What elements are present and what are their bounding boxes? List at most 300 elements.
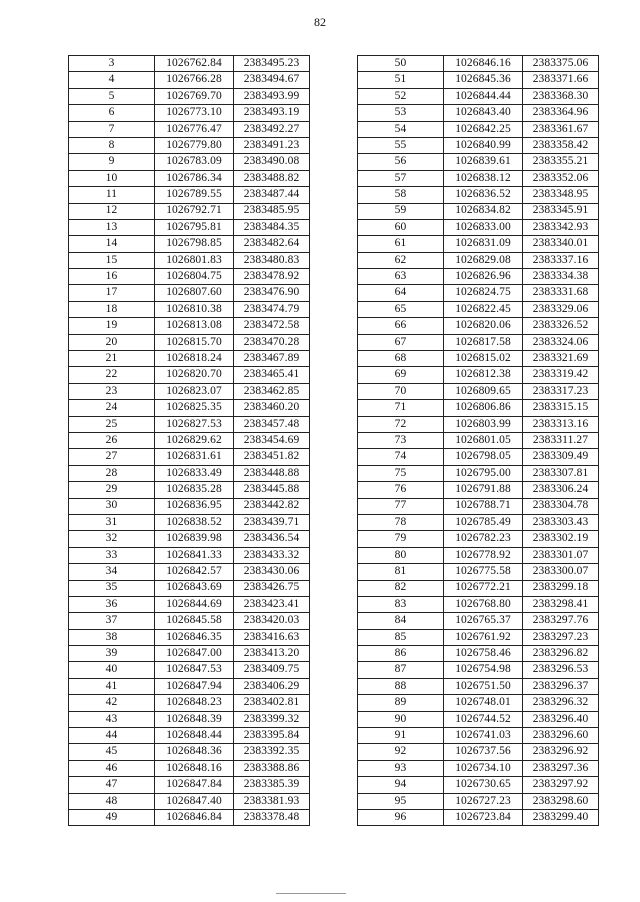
x-coordinate-cell: 1026829.62: [155, 432, 234, 448]
y-coordinate-cell: 2383364.96: [523, 105, 599, 121]
y-coordinate-cell: 2383297.36: [523, 760, 599, 776]
x-coordinate-cell: 1026815.70: [155, 334, 234, 350]
table-row: [358, 678, 599, 694]
table-row: [358, 482, 599, 498]
table-row: [69, 416, 310, 432]
x-coordinate-cell: 1026842.57: [155, 564, 234, 580]
point-number-cell: 58: [358, 187, 444, 203]
coordinates-table-left-body: [69, 56, 310, 826]
x-coordinate-cell: 1026839.61: [444, 154, 523, 170]
x-coordinate-cell: 1026734.10: [444, 760, 523, 776]
table-row: [69, 809, 310, 825]
table-row: [358, 547, 599, 563]
table-row: [358, 137, 599, 153]
table-row: [69, 121, 310, 137]
y-coordinate-cell: 2383311.27: [523, 432, 599, 448]
table-row: [69, 367, 310, 383]
x-coordinate-cell: 1026846.16: [444, 56, 523, 72]
x-coordinate-cell: 1026788.71: [444, 498, 523, 514]
x-coordinate-cell: 1026792.71: [155, 203, 234, 219]
x-coordinate-cell: 1026831.61: [155, 449, 234, 465]
y-coordinate-cell: 2383375.06: [523, 56, 599, 72]
x-coordinate-cell: 1026843.40: [444, 105, 523, 121]
point-number-cell: 71: [358, 400, 444, 416]
y-coordinate-cell: 2383381.93: [234, 793, 310, 809]
table-row: [69, 531, 310, 547]
point-number-cell: 18: [69, 301, 155, 317]
point-number-cell: 35: [69, 580, 155, 596]
point-number-cell: 3: [69, 56, 155, 72]
point-number-cell: 47: [69, 777, 155, 793]
table-row: [69, 351, 310, 367]
y-coordinate-cell: 2383454.69: [234, 432, 310, 448]
x-coordinate-cell: 1026804.75: [155, 269, 234, 285]
y-coordinate-cell: 2383345.91: [523, 203, 599, 219]
y-coordinate-cell: 2383420.03: [234, 613, 310, 629]
point-number-cell: 57: [358, 170, 444, 186]
table-row: [358, 301, 599, 317]
y-coordinate-cell: 2383337.16: [523, 252, 599, 268]
table-row: [69, 105, 310, 121]
x-coordinate-cell: 1026847.94: [155, 678, 234, 694]
x-coordinate-cell: 1026727.23: [444, 793, 523, 809]
table-row: [358, 662, 599, 678]
point-number-cell: 94: [358, 777, 444, 793]
point-number-cell: 79: [358, 531, 444, 547]
table-row: [358, 88, 599, 104]
y-coordinate-cell: 2383352.06: [523, 170, 599, 186]
table-row: [358, 351, 599, 367]
y-coordinate-cell: 2383470.28: [234, 334, 310, 350]
point-number-cell: 50: [358, 56, 444, 72]
y-coordinate-cell: 2383385.39: [234, 777, 310, 793]
table-row: [358, 695, 599, 711]
table-row: [358, 728, 599, 744]
y-coordinate-cell: 2383406.29: [234, 678, 310, 694]
point-number-cell: 55: [358, 137, 444, 153]
table-row: [358, 367, 599, 383]
y-coordinate-cell: 2383433.32: [234, 547, 310, 563]
point-number-cell: 39: [69, 646, 155, 662]
table-row: [69, 514, 310, 530]
x-coordinate-cell: 1026848.16: [155, 760, 234, 776]
point-number-cell: 72: [358, 416, 444, 432]
x-coordinate-cell: 1026795.81: [155, 219, 234, 235]
point-number-cell: 37: [69, 613, 155, 629]
x-coordinate-cell: 1026778.92: [444, 547, 523, 563]
y-coordinate-cell: 2383480.83: [234, 252, 310, 268]
y-coordinate-cell: 2383388.86: [234, 760, 310, 776]
x-coordinate-cell: 1026783.09: [155, 154, 234, 170]
table-row: [69, 662, 310, 678]
y-coordinate-cell: 2383315.15: [523, 400, 599, 416]
y-coordinate-cell: 2383324.06: [523, 334, 599, 350]
y-coordinate-cell: 2383442.82: [234, 498, 310, 514]
table-row: [358, 646, 599, 662]
y-coordinate-cell: 2383296.53: [523, 662, 599, 678]
x-coordinate-cell: 1026840.99: [444, 137, 523, 153]
x-coordinate-cell: 1026744.52: [444, 711, 523, 727]
x-coordinate-cell: 1026833.00: [444, 219, 523, 235]
table-row: [358, 531, 599, 547]
point-number-cell: 68: [358, 351, 444, 367]
point-number-cell: 93: [358, 760, 444, 776]
x-coordinate-cell: 1026798.05: [444, 449, 523, 465]
table-row: [358, 334, 599, 350]
point-number-cell: 27: [69, 449, 155, 465]
y-coordinate-cell: 2383493.99: [234, 88, 310, 104]
y-coordinate-cell: 2383301.07: [523, 547, 599, 563]
table-row: [69, 646, 310, 662]
x-coordinate-cell: 1026815.02: [444, 351, 523, 367]
table-row: [69, 711, 310, 727]
point-number-cell: 23: [69, 383, 155, 399]
point-number-cell: 33: [69, 547, 155, 563]
point-number-cell: 11: [69, 187, 155, 203]
point-number-cell: 22: [69, 367, 155, 383]
table-row: [358, 760, 599, 776]
y-coordinate-cell: 2383399.32: [234, 711, 310, 727]
table-row: [358, 629, 599, 645]
table-row: [69, 465, 310, 481]
table-row: [69, 580, 310, 596]
x-coordinate-cell: 1026817.58: [444, 334, 523, 350]
x-coordinate-cell: 1026848.39: [155, 711, 234, 727]
point-number-cell: 96: [358, 809, 444, 825]
point-number-cell: 86: [358, 646, 444, 662]
y-coordinate-cell: 2383474.79: [234, 301, 310, 317]
y-coordinate-cell: 2383296.82: [523, 646, 599, 662]
x-coordinate-cell: 1026846.84: [155, 809, 234, 825]
table-row: [358, 809, 599, 825]
x-coordinate-cell: 1026841.33: [155, 547, 234, 563]
point-number-cell: 67: [358, 334, 444, 350]
y-coordinate-cell: 2383426.75: [234, 580, 310, 596]
x-coordinate-cell: 1026795.00: [444, 465, 523, 481]
y-coordinate-cell: 2383300.07: [523, 564, 599, 580]
y-coordinate-cell: 2383378.48: [234, 809, 310, 825]
table-row: [69, 695, 310, 711]
point-number-cell: 90: [358, 711, 444, 727]
point-number-cell: 76: [358, 482, 444, 498]
table-row: [358, 613, 599, 629]
x-coordinate-cell: 1026776.47: [155, 121, 234, 137]
point-number-cell: 70: [358, 383, 444, 399]
table-row: [358, 744, 599, 760]
point-number-cell: 61: [358, 236, 444, 252]
table-row: [69, 793, 310, 809]
point-number-cell: 53: [358, 105, 444, 121]
y-coordinate-cell: 2383329.06: [523, 301, 599, 317]
table-row: [358, 416, 599, 432]
point-number-cell: 4: [69, 72, 155, 88]
table-row: [358, 269, 599, 285]
table-row: [358, 564, 599, 580]
point-number-cell: 30: [69, 498, 155, 514]
point-number-cell: 85: [358, 629, 444, 645]
x-coordinate-cell: 1026835.28: [155, 482, 234, 498]
y-coordinate-cell: 2383296.40: [523, 711, 599, 727]
y-coordinate-cell: 2383331.68: [523, 285, 599, 301]
x-coordinate-cell: 1026842.25: [444, 121, 523, 137]
table-row: [358, 580, 599, 596]
point-number-cell: 52: [358, 88, 444, 104]
x-coordinate-cell: 1026754.98: [444, 662, 523, 678]
point-number-cell: 42: [69, 695, 155, 711]
x-coordinate-cell: 1026772.21: [444, 580, 523, 596]
table-row: [69, 728, 310, 744]
point-number-cell: 41: [69, 678, 155, 694]
x-coordinate-cell: 1026847.53: [155, 662, 234, 678]
x-coordinate-cell: 1026751.50: [444, 678, 523, 694]
y-coordinate-cell: 2383392.35: [234, 744, 310, 760]
table-row: [358, 236, 599, 252]
x-coordinate-cell: 1026848.23: [155, 695, 234, 711]
y-coordinate-cell: 2383485.95: [234, 203, 310, 219]
table-row: [69, 154, 310, 170]
y-coordinate-cell: 2383462.85: [234, 383, 310, 399]
y-coordinate-cell: 2383445.88: [234, 482, 310, 498]
point-number-cell: 80: [358, 547, 444, 563]
table-row: [69, 596, 310, 612]
x-coordinate-cell: 1026730.65: [444, 777, 523, 793]
y-coordinate-cell: 2383402.81: [234, 695, 310, 711]
x-coordinate-cell: 1026779.80: [155, 137, 234, 153]
y-coordinate-cell: 2383321.69: [523, 351, 599, 367]
point-number-cell: 83: [358, 596, 444, 612]
y-coordinate-cell: 2383299.40: [523, 809, 599, 825]
y-coordinate-cell: 2383296.60: [523, 728, 599, 744]
x-coordinate-cell: 1026820.70: [155, 367, 234, 383]
table-row: [358, 383, 599, 399]
point-number-cell: 5: [69, 88, 155, 104]
x-coordinate-cell: 1026801.83: [155, 252, 234, 268]
point-number-cell: 51: [358, 72, 444, 88]
y-coordinate-cell: 2383303.43: [523, 514, 599, 530]
point-number-cell: 38: [69, 629, 155, 645]
table-row: [69, 56, 310, 72]
x-coordinate-cell: 1026765.37: [444, 613, 523, 629]
table-row: [69, 236, 310, 252]
y-coordinate-cell: 2383491.23: [234, 137, 310, 153]
x-coordinate-cell: 1026824.75: [444, 285, 523, 301]
x-coordinate-cell: 1026831.09: [444, 236, 523, 252]
point-number-cell: 24: [69, 400, 155, 416]
table-row: [69, 219, 310, 235]
y-coordinate-cell: 2383317.23: [523, 383, 599, 399]
y-coordinate-cell: 2383495.23: [234, 56, 310, 72]
page-number: 82: [314, 15, 326, 29]
table-row: [69, 137, 310, 153]
point-number-cell: 9: [69, 154, 155, 170]
point-number-cell: 73: [358, 432, 444, 448]
x-coordinate-cell: 1026810.38: [155, 301, 234, 317]
x-coordinate-cell: 1026741.03: [444, 728, 523, 744]
table-row: [358, 465, 599, 481]
point-number-cell: 13: [69, 219, 155, 235]
x-coordinate-cell: 1026723.84: [444, 809, 523, 825]
x-coordinate-cell: 1026844.44: [444, 88, 523, 104]
table-row: [69, 88, 310, 104]
x-coordinate-cell: 1026847.40: [155, 793, 234, 809]
y-coordinate-cell: 2383368.30: [523, 88, 599, 104]
y-coordinate-cell: 2383296.37: [523, 678, 599, 694]
point-number-cell: 56: [358, 154, 444, 170]
x-coordinate-cell: 1026848.36: [155, 744, 234, 760]
point-number-cell: 89: [358, 695, 444, 711]
table-row: [69, 613, 310, 629]
x-coordinate-cell: 1026798.85: [155, 236, 234, 252]
table-row: [358, 56, 599, 72]
x-coordinate-cell: 1026845.58: [155, 613, 234, 629]
table-row: [69, 744, 310, 760]
point-number-cell: 77: [358, 498, 444, 514]
y-coordinate-cell: 2383493.19: [234, 105, 310, 121]
table-row: [69, 203, 310, 219]
point-number-cell: 19: [69, 318, 155, 334]
x-coordinate-cell: 1026839.98: [155, 531, 234, 547]
point-number-cell: 25: [69, 416, 155, 432]
x-coordinate-cell: 1026818.24: [155, 351, 234, 367]
table-row: [358, 219, 599, 235]
point-number-cell: 45: [69, 744, 155, 760]
table-row: [358, 432, 599, 448]
table-row: [358, 711, 599, 727]
y-coordinate-cell: 2383302.19: [523, 531, 599, 547]
y-coordinate-cell: 2383488.82: [234, 170, 310, 186]
y-coordinate-cell: 2383309.49: [523, 449, 599, 465]
point-number-cell: 54: [358, 121, 444, 137]
x-coordinate-cell: 1026820.06: [444, 318, 523, 334]
table-row: [358, 498, 599, 514]
x-coordinate-cell: 1026826.96: [444, 269, 523, 285]
y-coordinate-cell: 2383355.21: [523, 154, 599, 170]
x-coordinate-cell: 1026737.56: [444, 744, 523, 760]
point-number-cell: 60: [358, 219, 444, 235]
x-coordinate-cell: 1026809.65: [444, 383, 523, 399]
table-row: [69, 285, 310, 301]
point-number-cell: 20: [69, 334, 155, 350]
x-coordinate-cell: 1026762.84: [155, 56, 234, 72]
y-coordinate-cell: 2383371.66: [523, 72, 599, 88]
table-row: [358, 285, 599, 301]
x-coordinate-cell: 1026836.95: [155, 498, 234, 514]
y-coordinate-cell: 2383448.88: [234, 465, 310, 481]
point-number-cell: 75: [358, 465, 444, 481]
y-coordinate-cell: 2383472.58: [234, 318, 310, 334]
table-row: [69, 449, 310, 465]
table-row: [69, 269, 310, 285]
x-coordinate-cell: 1026836.52: [444, 187, 523, 203]
table-row: [69, 318, 310, 334]
y-coordinate-cell: 2383297.76: [523, 613, 599, 629]
x-coordinate-cell: 1026789.55: [155, 187, 234, 203]
y-coordinate-cell: 2383482.64: [234, 236, 310, 252]
y-coordinate-cell: 2383319.42: [523, 367, 599, 383]
point-number-cell: 62: [358, 252, 444, 268]
x-coordinate-cell: 1026847.00: [155, 646, 234, 662]
table-row: [358, 72, 599, 88]
y-coordinate-cell: 2383361.67: [523, 121, 599, 137]
y-coordinate-cell: 2383457.48: [234, 416, 310, 432]
point-number-cell: 88: [358, 678, 444, 694]
table-row: [69, 72, 310, 88]
point-number-cell: 43: [69, 711, 155, 727]
table-row: [69, 777, 310, 793]
y-coordinate-cell: 2383296.92: [523, 744, 599, 760]
y-coordinate-cell: 2383478.92: [234, 269, 310, 285]
y-coordinate-cell: 2383436.54: [234, 531, 310, 547]
table-row: [358, 793, 599, 809]
point-number-cell: 81: [358, 564, 444, 580]
y-coordinate-cell: 2383423.41: [234, 596, 310, 612]
y-coordinate-cell: 2383307.81: [523, 465, 599, 481]
x-coordinate-cell: 1026843.69: [155, 580, 234, 596]
x-coordinate-cell: 1026801.05: [444, 432, 523, 448]
x-coordinate-cell: 1026748.01: [444, 695, 523, 711]
x-coordinate-cell: 1026834.82: [444, 203, 523, 219]
point-number-cell: 10: [69, 170, 155, 186]
table-row: [69, 564, 310, 580]
y-coordinate-cell: 2383487.44: [234, 187, 310, 203]
point-number-cell: 31: [69, 514, 155, 530]
x-coordinate-cell: 1026848.44: [155, 728, 234, 744]
point-number-cell: 8: [69, 137, 155, 153]
point-number-cell: 40: [69, 662, 155, 678]
x-coordinate-cell: 1026806.86: [444, 400, 523, 416]
y-coordinate-cell: 2383296.32: [523, 695, 599, 711]
table-row: [69, 432, 310, 448]
y-coordinate-cell: 2383409.75: [234, 662, 310, 678]
table-row: [69, 547, 310, 563]
table-row: [358, 318, 599, 334]
y-coordinate-cell: 2383476.90: [234, 285, 310, 301]
x-coordinate-cell: 1026769.70: [155, 88, 234, 104]
point-number-cell: 78: [358, 514, 444, 530]
point-number-cell: 95: [358, 793, 444, 809]
table-row: [358, 154, 599, 170]
x-coordinate-cell: 1026823.07: [155, 383, 234, 399]
x-coordinate-cell: 1026847.84: [155, 777, 234, 793]
y-coordinate-cell: 2383334.38: [523, 269, 599, 285]
point-number-cell: 66: [358, 318, 444, 334]
y-coordinate-cell: 2383484.35: [234, 219, 310, 235]
point-number-cell: 7: [69, 121, 155, 137]
point-number-cell: 26: [69, 432, 155, 448]
table-row: [69, 498, 310, 514]
x-coordinate-cell: 1026785.49: [444, 514, 523, 530]
point-number-cell: 69: [358, 367, 444, 383]
table-row: [358, 203, 599, 219]
x-coordinate-cell: 1026761.92: [444, 629, 523, 645]
point-number-cell: 44: [69, 728, 155, 744]
x-coordinate-cell: 1026766.28: [155, 72, 234, 88]
table-row: [69, 334, 310, 350]
table-row: [69, 629, 310, 645]
point-number-cell: 63: [358, 269, 444, 285]
point-number-cell: 64: [358, 285, 444, 301]
table-row: [69, 383, 310, 399]
point-number-cell: 12: [69, 203, 155, 219]
y-coordinate-cell: 2383451.82: [234, 449, 310, 465]
table-row: [358, 777, 599, 793]
table-row: [358, 187, 599, 203]
y-coordinate-cell: 2383299.18: [523, 580, 599, 596]
x-coordinate-cell: 1026838.12: [444, 170, 523, 186]
y-coordinate-cell: 2383348.95: [523, 187, 599, 203]
y-coordinate-cell: 2383313.16: [523, 416, 599, 432]
x-coordinate-cell: 1026829.08: [444, 252, 523, 268]
